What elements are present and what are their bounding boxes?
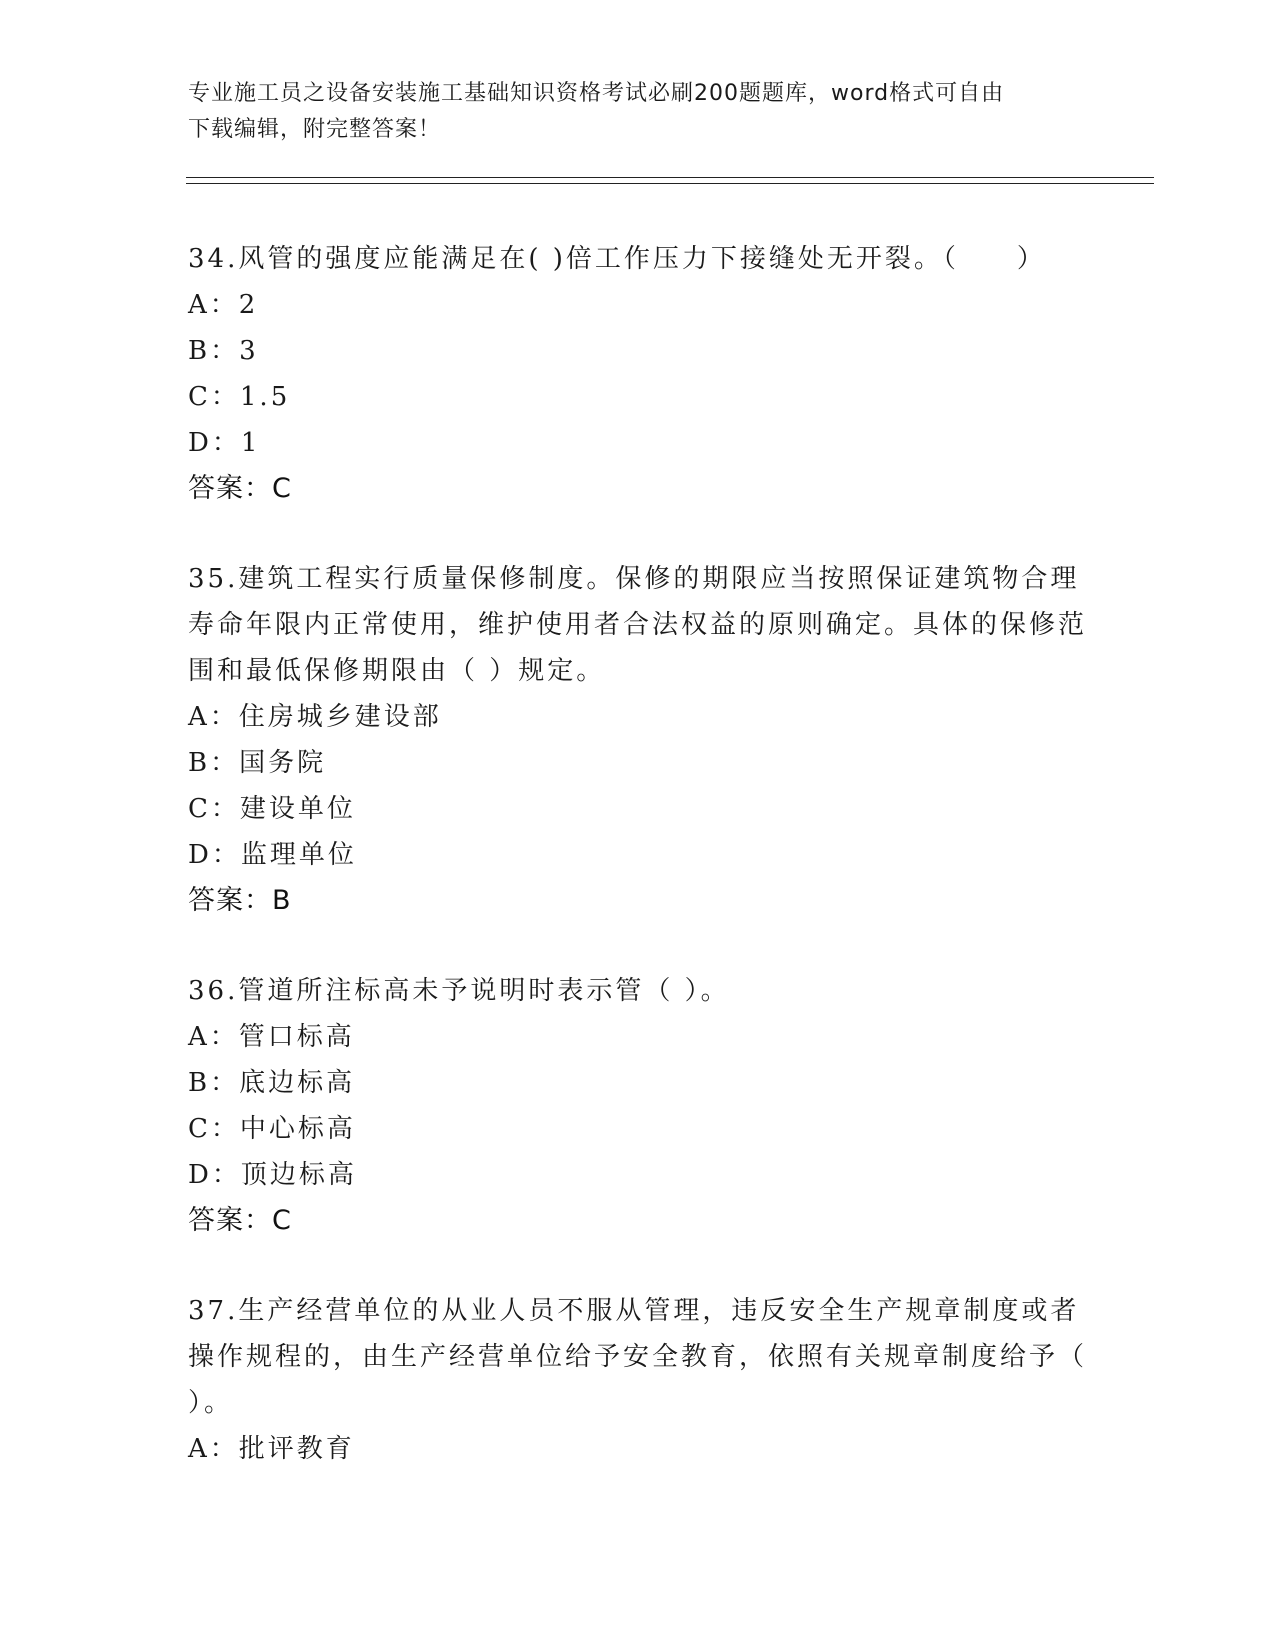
question-34 [188, 236, 1088, 512]
question-text: 36.管道所注标高未予说明时表示管（ ）。 [188, 976, 730, 1006]
option-c: C：1.5 [188, 382, 291, 412]
question-text: 37.生产经营单位的从业人员不服从管理，违反安全生产规章制度或者操作规程的，由生产经营单位给予安全教育，依照有关规章制度给予（ ）。 [188, 1296, 1088, 1418]
question-text: 34.风管的强度应能满足在( )倍工作压力下接缝处无开裂。（ ） [188, 244, 1046, 274]
question-36 [188, 968, 1088, 1244]
option-a: A：住房城乡建设部 [188, 702, 442, 732]
question-text: 35.建筑工程实行质量保修制度。保修的期限应当按照保证建筑物合理寿命年限内正常使用，维护使用者合法权益的原则确定。具体的保修范围和最低保修期限由（ ）规定。 [188, 564, 1088, 686]
question-list [188, 236, 1088, 1472]
header-rule-bottom [186, 183, 1154, 184]
question-35 [188, 556, 1088, 924]
option-d: D：监理单位 [188, 840, 357, 870]
option-b: B：国务院 [188, 748, 327, 778]
option-a: A：2 [188, 290, 259, 320]
option-b: B：底边标高 [188, 1068, 356, 1098]
option-a: A：批评教育 [188, 1434, 355, 1464]
question-spacer [188, 512, 1088, 556]
question-spacer [188, 924, 1088, 968]
option-d: D：1 [188, 428, 261, 458]
header-rule-top [186, 177, 1154, 178]
question-spacer [188, 1244, 1088, 1288]
option-d: D：顶边标高 [188, 1160, 357, 1190]
option-a: A：管口标高 [188, 1022, 355, 1052]
option-c: C：中心标高 [188, 1114, 356, 1144]
answer-line: 答案：C [188, 473, 292, 504]
option-c: C：建设单位 [188, 794, 356, 824]
answer-line: 答案：B [188, 885, 292, 916]
option-b: B：3 [188, 336, 259, 366]
header-line-2: 下载编辑，附完整答案！ [188, 117, 442, 142]
answer-line: 答案：C [188, 1205, 292, 1236]
question-37 [188, 1288, 1088, 1472]
header-line-1: 专业施工员之设备安装施工基础知识资格考试必刷200题题库，word格式可自由 [188, 81, 1005, 106]
document-header [188, 76, 1088, 148]
